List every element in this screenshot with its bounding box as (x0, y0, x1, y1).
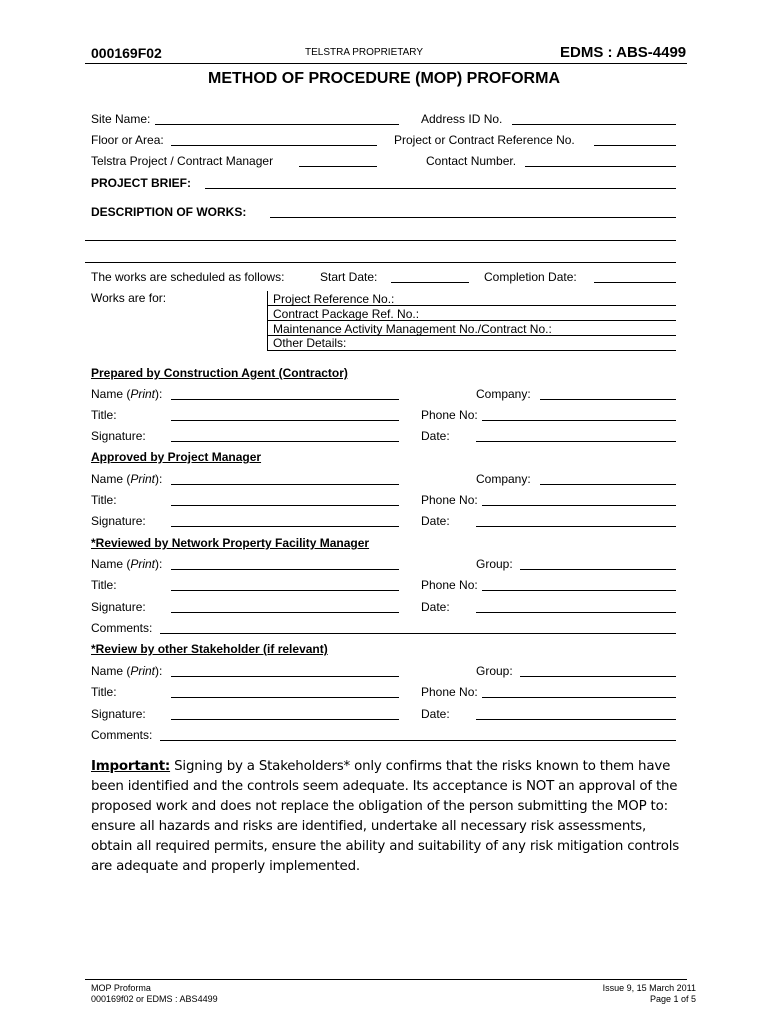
doc-code: 000169F02 (91, 45, 162, 61)
group-field[interactable] (520, 569, 676, 570)
works-for-item: Project Reference No.: (273, 292, 395, 306)
group-field[interactable] (520, 676, 676, 677)
works-for-line[interactable] (267, 305, 676, 306)
phone-field[interactable] (482, 590, 676, 591)
section-heading: Prepared by Construction Agent (Contractor) (91, 366, 348, 380)
name-label: Name (Print): (91, 472, 163, 486)
phone-label: Phone No: (421, 685, 478, 699)
title-label: Title: (91, 408, 117, 422)
works-for-line[interactable] (267, 350, 676, 351)
date-field[interactable] (476, 612, 676, 613)
comments-field[interactable] (160, 633, 676, 634)
contact-field[interactable] (525, 166, 676, 167)
phone-label: Phone No: (421, 408, 478, 422)
signature-field[interactable] (171, 612, 399, 613)
start-date-label: Start Date: (320, 270, 378, 284)
footer-page-number: Page 1 of 5 (649, 994, 696, 1004)
title-field[interactable] (171, 420, 399, 421)
signature-label: Signature: (91, 514, 146, 528)
footer-doc-name: MOP Proforma (91, 983, 151, 993)
name-field[interactable] (171, 676, 399, 677)
date-label: Date: (421, 600, 450, 614)
date-field[interactable] (476, 441, 676, 442)
project-brief-label: PROJECT BRIEF: (91, 176, 192, 190)
schedule-label: The works are scheduled as follows: (91, 270, 285, 284)
completion-date-label: Completion Date: (484, 270, 577, 284)
name-label: Name (Print): (91, 664, 163, 678)
address-id-label: Address ID No. (421, 112, 503, 126)
works-for-item: Maintenance Activity Management No./Contract No.: (273, 322, 552, 336)
header-rule (85, 63, 687, 64)
floor-area-field[interactable] (171, 145, 377, 146)
description-field-2[interactable] (85, 240, 676, 241)
site-name-field[interactable] (155, 124, 399, 125)
date-label: Date: (421, 514, 450, 528)
manager-label: Telstra Project / Contract Manager (91, 154, 274, 168)
company-label: Company: (476, 472, 531, 486)
works-for-line[interactable] (267, 320, 676, 321)
date-label: Date: (421, 429, 450, 443)
phone-field[interactable] (482, 505, 676, 506)
name-field[interactable] (171, 399, 399, 400)
footer-doc-code: 000169f02 or EDMS : ABS4499 (91, 994, 218, 1004)
date-label: Date: (421, 707, 450, 721)
project-brief-field[interactable] (205, 188, 676, 189)
phone-field[interactable] (482, 697, 676, 698)
site-name-label: Site Name: (91, 112, 151, 126)
project-ref-label: Project or Contract Reference No. (394, 133, 575, 147)
important-heading: Important: (91, 759, 171, 774)
title-label: Title: (91, 685, 117, 699)
signature-field[interactable] (171, 719, 399, 720)
works-for-box-edge (267, 291, 268, 351)
signature-label: Signature: (91, 429, 146, 443)
project-ref-field[interactable] (594, 145, 676, 146)
address-id-field[interactable] (512, 124, 676, 125)
signature-field[interactable] (171, 526, 399, 527)
company-field[interactable] (540, 484, 676, 485)
name-label: Name (Print): (91, 557, 163, 571)
comments-label: Comments: (91, 621, 153, 635)
comments-label: Comments: (91, 728, 153, 742)
footer-issue: Issue 9, 15 March 2011 (602, 983, 696, 993)
name-field[interactable] (171, 569, 399, 570)
important-notice (91, 757, 691, 877)
classification: TELSTRA PROPRIETARY (305, 47, 423, 58)
manager-field[interactable] (299, 166, 377, 167)
signature-field[interactable] (171, 441, 399, 442)
date-field[interactable] (476, 719, 676, 720)
name-label: Name (Print): (91, 387, 163, 401)
contact-label: Contact Number. (426, 154, 517, 168)
group-label: Group: (476, 557, 513, 571)
works-for-label: Works are for: (91, 291, 167, 305)
phone-label: Phone No: (421, 493, 478, 507)
title-label: Title: (91, 493, 117, 507)
group-label: Group: (476, 664, 513, 678)
works-for-item: Other Details: (273, 336, 347, 350)
name-field[interactable] (171, 484, 399, 485)
section-heading: *Reviewed by Network Property Facility Manager (91, 536, 370, 550)
company-field[interactable] (540, 399, 676, 400)
title-field[interactable] (171, 505, 399, 506)
description-label: DESCRIPTION OF WORKS: (91, 205, 247, 219)
completion-date-field[interactable] (594, 282, 676, 283)
section-heading: *Review by other Stakeholder (if relevant) (91, 642, 328, 656)
title-field[interactable] (171, 697, 399, 698)
footer-rule (85, 979, 687, 980)
date-field[interactable] (476, 526, 676, 527)
description-field-1[interactable] (270, 217, 676, 218)
phone-field[interactable] (482, 420, 676, 421)
floor-area-label: Floor or Area: (91, 133, 164, 147)
signature-label: Signature: (91, 600, 146, 614)
phone-label: Phone No: (421, 578, 478, 592)
comments-field[interactable] (160, 740, 676, 741)
important-text: Signing by a Stakeholders* only confirms that the risks known to them have been identified and the controls seem adequate. Its acceptance is NOT an approval of the proposed work and does not replace the obligation of the person submitting the MOP to: ensure all hazards and risks are identified, undertake all necessary risk assessments, obtain all required permits, ensure the ability and suitability of any risk mitigation controls are adequate and properly implemented. (91, 759, 679, 874)
signature-label: Signature: (91, 707, 146, 721)
edms-number: EDMS : ABS-4499 (560, 44, 687, 61)
works-for-item: Contract Package Ref. No.: (273, 307, 420, 321)
start-date-field[interactable] (391, 282, 469, 283)
section-heading: Approved by Project Manager (91, 450, 262, 464)
title-label: Title: (91, 578, 117, 592)
description-field-3[interactable] (85, 262, 676, 263)
company-label: Company: (476, 387, 531, 401)
title-field[interactable] (171, 590, 399, 591)
page-title: METHOD OF PROCEDURE (MOP) PROFORMA (208, 70, 560, 87)
